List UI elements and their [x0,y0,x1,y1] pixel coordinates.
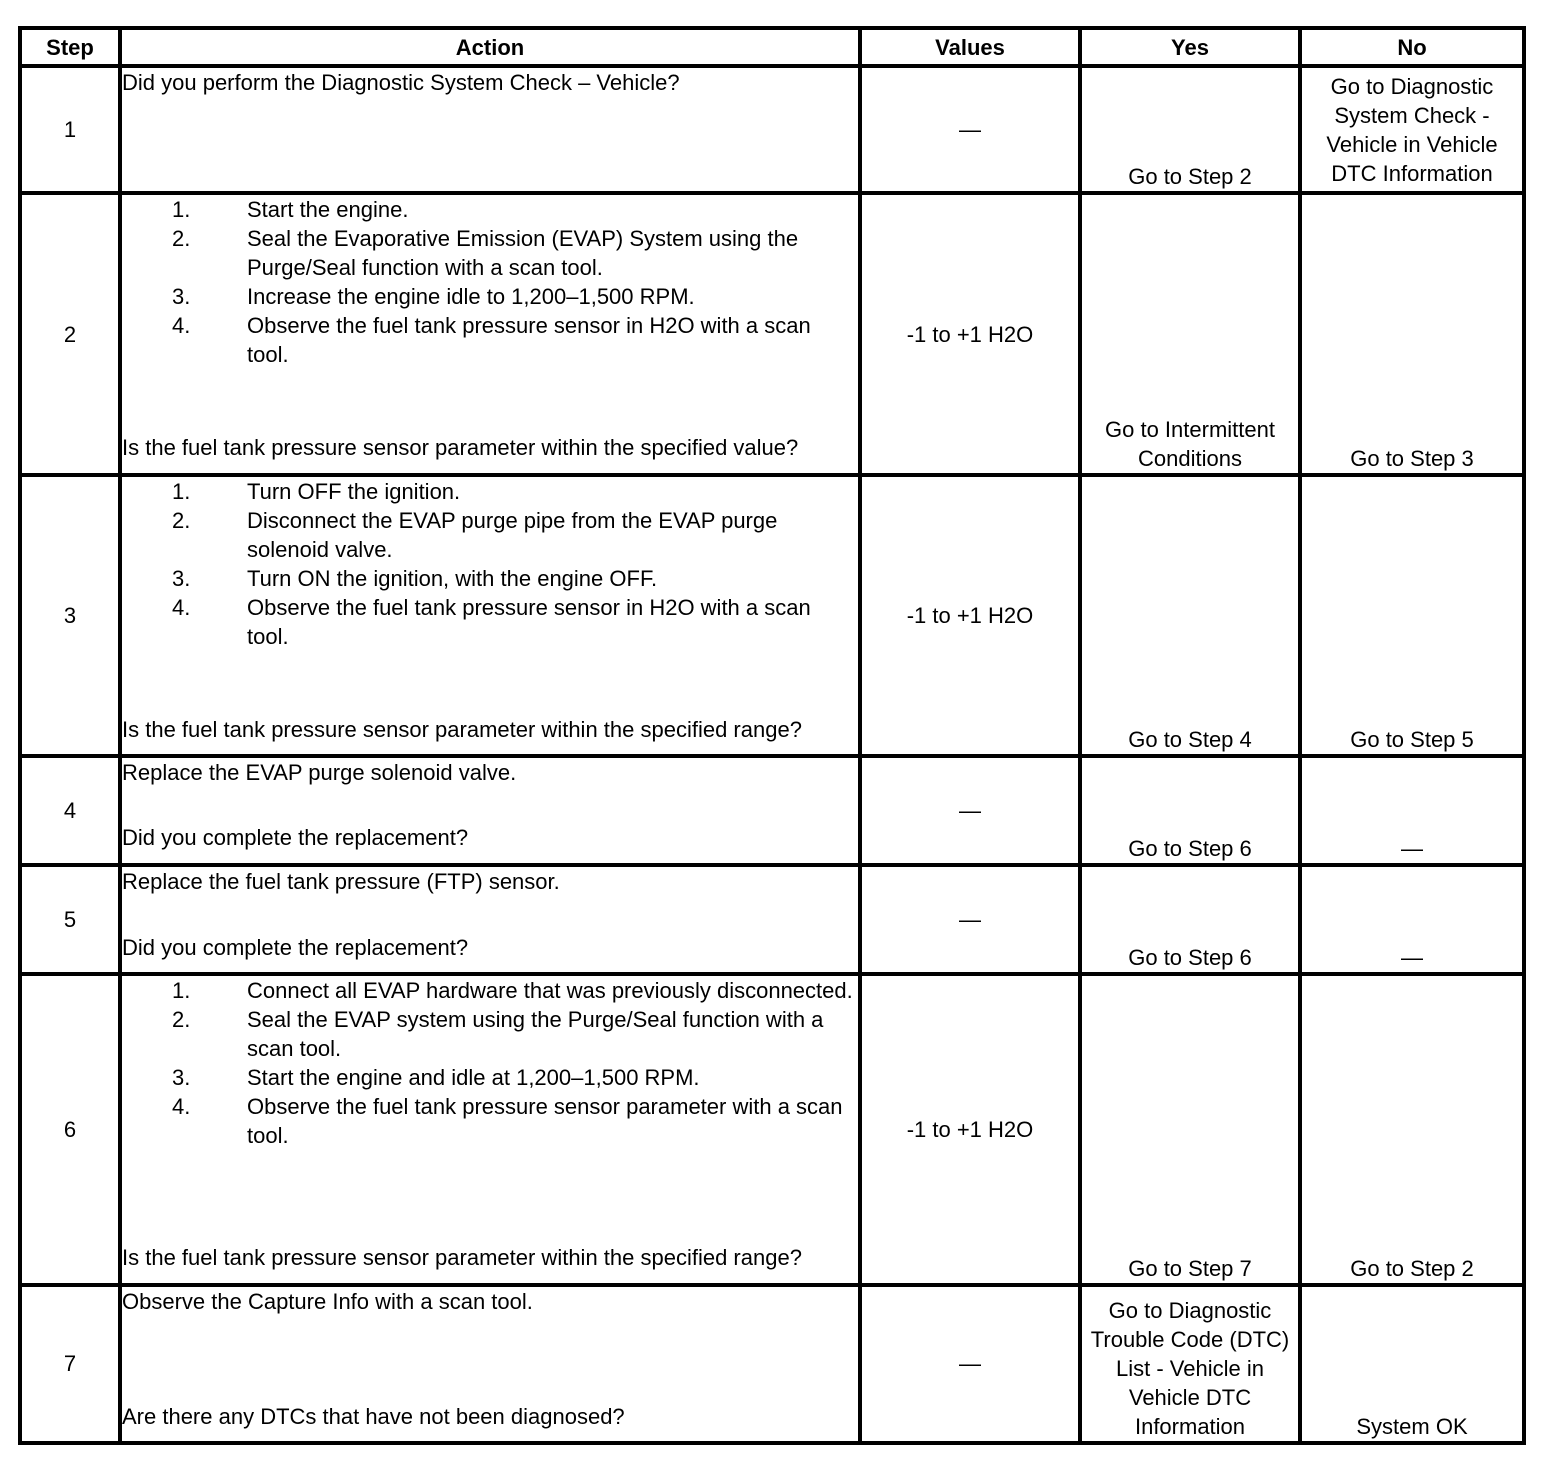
table-row [20,865,1524,974]
table-row [20,66,1524,193]
table-row [20,756,1524,864]
no-cell: — [1300,756,1524,864]
list-item-number: 3. [172,565,191,591]
step-number: 1 [20,66,120,193]
table-row [20,193,1524,475]
action-question: Is the fuel tank pressure sensor parameter within the specified range? [122,1244,802,1270]
list-item-number: 4. [172,594,191,620]
list-item-number: 3. [172,284,191,310]
header-row [20,28,1524,66]
action-question: Is the fuel tank pressure sensor parameter within the specified value? [122,435,799,461]
no-cell: System OK [1300,1285,1524,1443]
step-number: 5 [20,865,120,974]
yes-cell: Go to Step 6 [1080,756,1300,864]
action-cell [120,865,860,974]
list-item-text: Turn OFF the ignition. [247,478,461,504]
action-lead-text: Replace the fuel tank pressure (FTP) sensor. [122,868,560,894]
list-item-number: 1. [172,977,191,1003]
action-cell [120,974,860,1285]
action-question: Is the fuel tank pressure sensor parameter within the specified range? [122,716,802,742]
list-item-number: 1. [172,478,191,504]
values-cell: — [860,865,1080,974]
action-lead-text: Observe the Capture Info with a scan tool. [122,1288,533,1314]
step-number: 7 [20,1285,120,1443]
list-item [122,282,858,311]
action-cell [120,475,860,757]
action-cell [120,1285,860,1443]
values-cell: — [860,756,1080,864]
list-item [122,1005,858,1063]
no-cell: Go to Step 2 [1300,974,1524,1285]
step-number: 4 [20,756,120,864]
table-row [20,1285,1524,1443]
action-question: Are there any DTCs that have not been diagnosed? [122,1403,625,1429]
list-item [122,195,858,224]
list-item-text: Observe the fuel tank pressure sensor in H2O with a scan tool. [247,594,811,649]
header-no: No [1300,28,1524,66]
values-cell: -1 to +1 H2O [860,193,1080,475]
list-item-number: 3. [172,1064,191,1090]
list-item-text: Connect all EVAP hardware that was previously disconnected. [247,977,853,1003]
header-step: Step [20,28,120,66]
yes-cell: Go to Step 7 [1080,974,1300,1285]
values-cell: -1 to +1 H2O [860,974,1080,1285]
list-item-number: 2. [172,507,191,533]
yes-cell: Go to Step 6 [1080,865,1300,974]
action-cell [120,756,860,864]
list-item [122,976,858,1005]
yes-cell: Go to Intermittent Conditions [1080,193,1300,475]
action-steps-list [122,976,858,1150]
action-question: Did you complete the replacement? [122,825,469,851]
action-lead-text: Did you perform the Diagnostic System Check – Vehicle? [122,70,680,95]
list-item-text: Increase the engine idle to 1,200–1,500 RPM. [247,284,695,310]
no-cell: Go to Diagnostic System Check - Vehicle in Vehicle DTC Information [1300,66,1524,193]
list-item-text: Observe the fuel tank pressure sensor parameter with a scan tool. [247,1093,843,1148]
list-item-text: Disconnect the EVAP purge pipe from the EVAP purge solenoid valve. [247,507,778,562]
list-item-text: Observe the fuel tank pressure sensor in H2O with a scan tool. [247,313,811,368]
action-lead-text: Replace the EVAP purge solenoid valve. [122,760,517,786]
header-values: Values [860,28,1080,66]
diagnostic-table [18,26,1526,1445]
list-item [122,564,858,593]
header-action: Action [120,28,860,66]
list-item-number: 2. [172,226,191,252]
list-item-number: 1. [172,197,191,223]
list-item-text: Start the engine. [247,197,409,223]
action-cell [120,66,860,193]
yes-cell: Go to Step 2 [1080,66,1300,193]
action-cell [120,193,860,475]
values-cell: — [860,1285,1080,1443]
action-steps-list [122,195,858,369]
list-item-text: Seal the Evaporative Emission (EVAP) System using the Purge/Seal function with a scan tool. [247,226,799,281]
step-number: 6 [20,974,120,1285]
action-steps-list [122,477,858,651]
table-row [20,974,1524,1285]
yes-cell: Go to Diagnostic Trouble Code (DTC) List - Vehicle in Vehicle DTC Information [1080,1285,1300,1443]
list-item-text: Turn ON the ignition, with the engine OFF. [247,565,658,591]
list-item [122,311,858,369]
list-item-number: 4. [172,1093,191,1119]
list-item [122,593,858,651]
list-item [122,1092,858,1150]
values-cell: -1 to +1 H2O [860,475,1080,757]
list-item [122,224,858,282]
no-cell: — [1300,865,1524,974]
list-item-text: Seal the EVAP system using the Purge/Seal function with a scan tool. [247,1006,824,1061]
action-question: Did you complete the replacement? [122,934,469,960]
table-row [20,475,1524,757]
list-item-text: Start the engine and idle at 1,200–1,500 RPM. [247,1064,700,1090]
list-item-number: 2. [172,1006,191,1032]
no-cell: Go to Step 5 [1300,475,1524,757]
values-cell: — [860,66,1080,193]
list-item [122,1063,858,1092]
list-item-number: 4. [172,313,191,339]
step-number: 2 [20,193,120,475]
yes-cell: Go to Step 4 [1080,475,1300,757]
step-number: 3 [20,475,120,757]
no-cell: Go to Step 3 [1300,193,1524,475]
list-item [122,477,858,506]
header-yes: Yes [1080,28,1300,66]
list-item [122,506,858,564]
